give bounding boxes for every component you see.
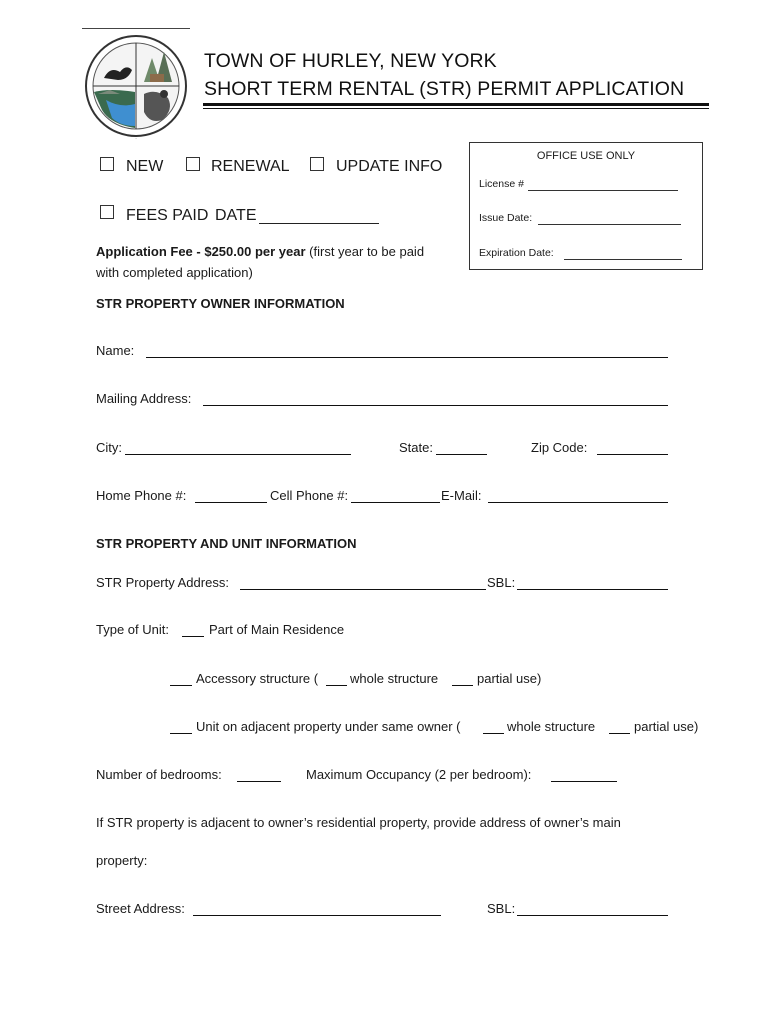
adjacent-whole-blank[interactable] (483, 733, 504, 734)
accessory-whole-label: whole structure (350, 671, 439, 686)
fee-note-line1: Application Fee - $250.00 per year (first year to be paid (96, 244, 425, 259)
adjacent-partial-label: partial use) (634, 719, 699, 734)
adjacent-whole-label: whole structure (507, 719, 596, 734)
adjacent-unit-label: Unit on adjacent property under same owner ( (196, 719, 461, 734)
zip-code-field[interactable] (597, 454, 668, 455)
town-seal-logo (80, 28, 192, 140)
email-label: E-Mail: (441, 488, 482, 503)
accessory-structure-label: Accessory structure ( (196, 671, 319, 686)
license-field[interactable] (528, 190, 678, 191)
str-property-address-label: STR Property Address: (96, 575, 229, 590)
svg-text:·: · (135, 136, 137, 140)
date-label: DATE (215, 207, 257, 224)
fees-date-field[interactable] (259, 223, 379, 224)
form-title-line2: SHORT TERM RENTAL (STR) PERMIT APPLICATION (204, 78, 685, 100)
zip-code-label: Zip Code: (531, 440, 588, 455)
street-sbl-field[interactable] (517, 915, 668, 916)
part-main-residence-label: Part of Main Residence (209, 622, 345, 637)
update-info-label: UPDATE INFO (336, 158, 443, 175)
mailing-address-label: Mailing Address: (96, 391, 192, 406)
max-occupancy-field[interactable] (551, 781, 617, 782)
state-label: State: (399, 440, 433, 455)
adjacent-partial-blank[interactable] (609, 733, 630, 734)
expiration-date-field[interactable] (564, 259, 682, 260)
fees-paid-label: FEES PAID (126, 207, 209, 224)
cell-phone-label: Cell Phone #: (270, 488, 349, 503)
adjacent-unit-blank[interactable] (170, 733, 192, 734)
city-field[interactable] (125, 454, 351, 455)
str-property-address-field[interactable] (240, 589, 486, 590)
accessory-whole-blank[interactable] (326, 685, 347, 686)
new-checkbox[interactable] (100, 157, 114, 171)
email-field[interactable] (488, 502, 668, 503)
new-label: NEW (126, 158, 164, 175)
fees-paid-checkbox[interactable] (100, 205, 114, 219)
bedrooms-label: Number of bedrooms: (96, 767, 222, 782)
expiration-date-label: Expiration Date: (479, 247, 554, 259)
adjacent-note-line1: If STR property is adjacent to owner’s residential property, provide address of owner’s main (96, 815, 621, 830)
office-use-box (469, 142, 703, 270)
city-label: City: (96, 440, 122, 455)
title-rule-thick (203, 103, 709, 106)
sbl-field[interactable] (517, 589, 668, 590)
type-of-unit-label: Type of Unit: (96, 622, 169, 637)
home-phone-label: Home Phone #: (96, 488, 187, 503)
office-use-title: OFFICE USE ONLY (536, 150, 636, 162)
street-sbl-label: SBL: (487, 901, 516, 916)
owner-section-heading: STR PROPERTY OWNER INFORMATION (96, 296, 345, 311)
home-phone-field[interactable] (195, 502, 267, 503)
mailing-address-field[interactable] (203, 405, 668, 406)
renewal-checkbox[interactable] (186, 157, 200, 171)
accessory-structure-blank[interactable] (170, 685, 192, 686)
part-main-residence-blank[interactable] (182, 636, 204, 637)
fee-note-line2: with completed application) (96, 265, 253, 280)
title-rule-thin (203, 108, 709, 109)
unit-section-heading: STR PROPERTY AND UNIT INFORMATION (96, 536, 357, 551)
street-address-field[interactable] (193, 915, 441, 916)
update-info-checkbox[interactable] (310, 157, 324, 171)
license-label: License # (479, 178, 524, 190)
accessory-partial-blank[interactable] (452, 685, 473, 686)
name-label: Name: (96, 343, 135, 358)
sbl-label: SBL: (487, 575, 516, 590)
bedrooms-field[interactable] (237, 781, 281, 782)
issue-date-field[interactable] (538, 224, 681, 225)
adjacent-note-line2: property: (96, 853, 148, 868)
accessory-partial-label: partial use) (477, 671, 542, 686)
cell-phone-field[interactable] (351, 502, 440, 503)
state-field[interactable] (436, 454, 487, 455)
max-occupancy-label: Maximum Occupancy (2 per bedroom): (306, 767, 532, 782)
issue-date-label: Issue Date: (479, 212, 533, 224)
form-title-line1: TOWN OF HURLEY, NEW YORK (204, 50, 497, 72)
renewal-label: RENEWAL (211, 158, 290, 175)
name-field[interactable] (146, 357, 668, 358)
street-address-label: Street Address: (96, 901, 185, 916)
